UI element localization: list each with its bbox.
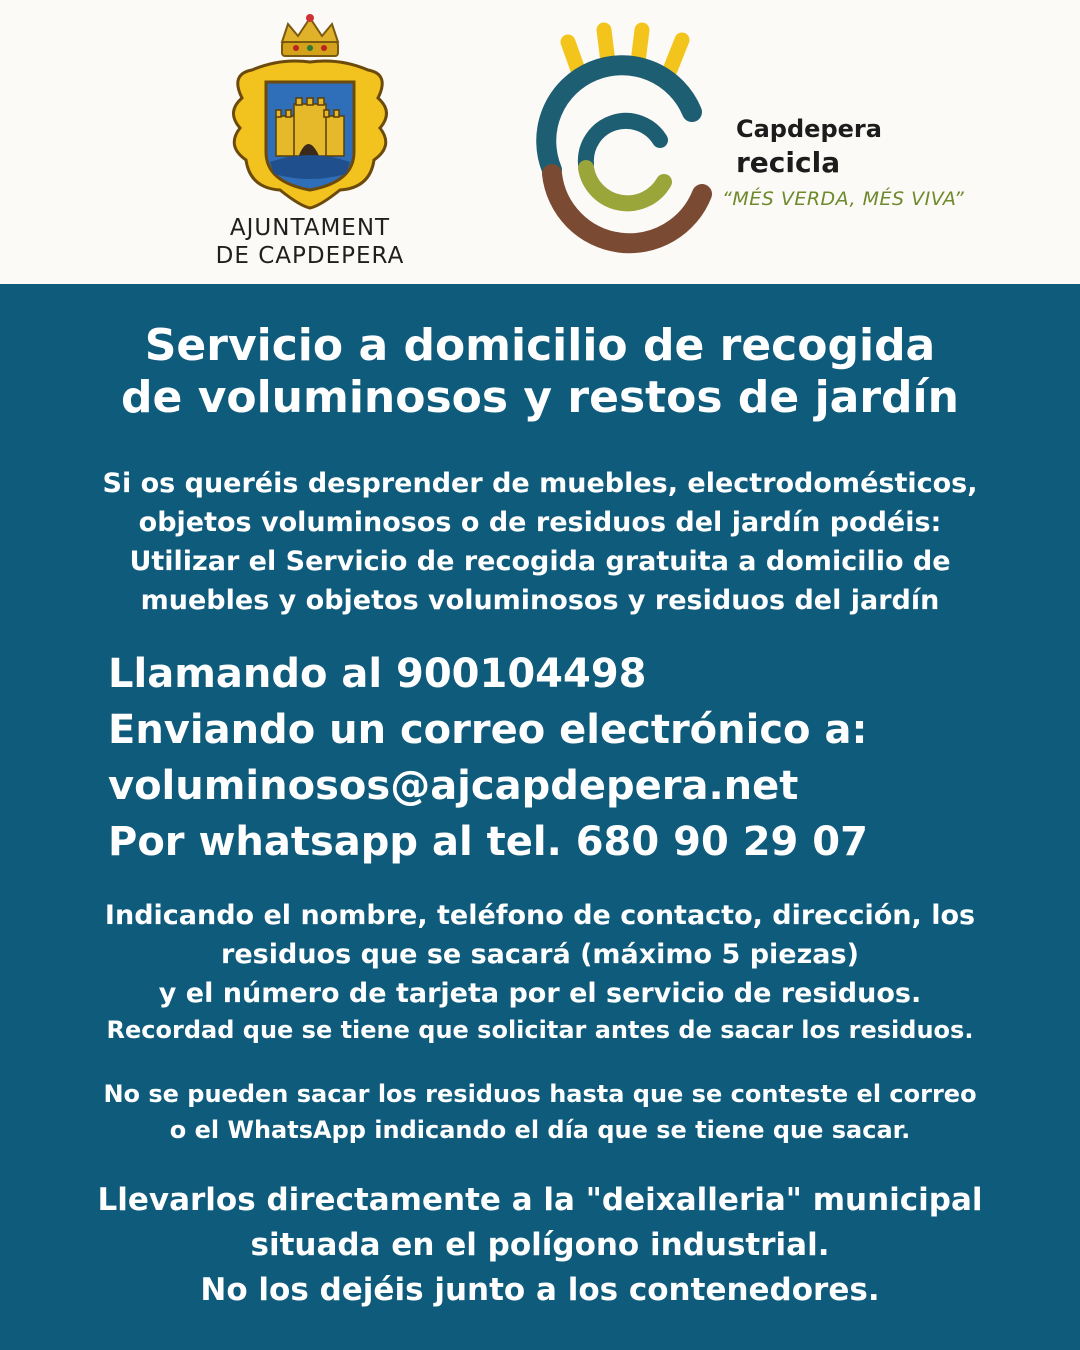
contact-options (108, 646, 1068, 870)
wait-line: o el WhatsApp indicando el día que se tiene que sacar. (169, 1116, 911, 1144)
info-panel (0, 284, 1080, 1350)
alternative-line: Llevarlos directamente a la "deixalleria" municipal (97, 1182, 983, 1218)
header (0, 0, 1080, 284)
reminder-line: Recordad que se tiene que solicitar antes de sacar los residuos. (106, 1016, 974, 1044)
page-title (0, 320, 1080, 424)
contact-whatsapp[interactable]: Por whatsapp al tel. 680 90 29 07 (108, 819, 868, 865)
coat-of-arms-icon (190, 12, 430, 212)
intro-line: objetos voluminosos o de residuos del jardín podéis: (138, 507, 942, 538)
instruction-line: residuos que se sacará (máximo 5 piezas) (221, 939, 859, 970)
ajuntament-logo (190, 12, 430, 272)
contact-phone[interactable]: Llamando al 900104498 (108, 651, 647, 697)
instruction-line: y el número de tarjeta por el servicio de residuos. (158, 978, 922, 1009)
recicla-brand-line1: Capdepera (736, 115, 882, 143)
title-line: Servicio a domicilio de recogida (144, 320, 936, 371)
alternative-line: situada en el polígono industrial. (250, 1227, 830, 1263)
alternative-option (0, 1178, 1080, 1313)
recicla-brand-name (736, 112, 882, 180)
recicla-slogan: “MÉS VERDA, MÉS VIVA” (722, 188, 965, 210)
ajuntament-name-line2: DE CAPDEPERA (215, 243, 405, 269)
wait-line: No se pueden sacar los residuos hasta que se conteste el correo (103, 1080, 977, 1108)
instruction-line: Indicando el nombre, teléfono de contacto, dirección, los (104, 900, 976, 931)
capdepera-recicla-logo-icon (530, 22, 730, 262)
intro-line: muebles y objetos voluminosos y residuos del jardín (140, 585, 940, 616)
wait-notice (0, 1076, 1080, 1148)
recicla-brand-line2: recicla (736, 146, 841, 179)
intro-paragraph (0, 464, 1080, 620)
title-line: de voluminosos y restos de jardín (121, 372, 959, 423)
intro-line: Utilizar el Servicio de recogida gratuita a domicilio de (129, 546, 951, 577)
contact-email-link[interactable]: voluminosos@ajcapdepera.net (108, 763, 799, 809)
ajuntament-name-line1: AJUNTAMENT (229, 215, 391, 241)
alternative-line: No los dejéis junto a los contenedores. (200, 1272, 880, 1308)
intro-line: Si os queréis desprender de muebles, electrodomésticos, (102, 468, 978, 499)
contact-email-intro: Enviando un correo electrónico a: (108, 707, 868, 753)
request-instructions (0, 896, 1080, 1047)
